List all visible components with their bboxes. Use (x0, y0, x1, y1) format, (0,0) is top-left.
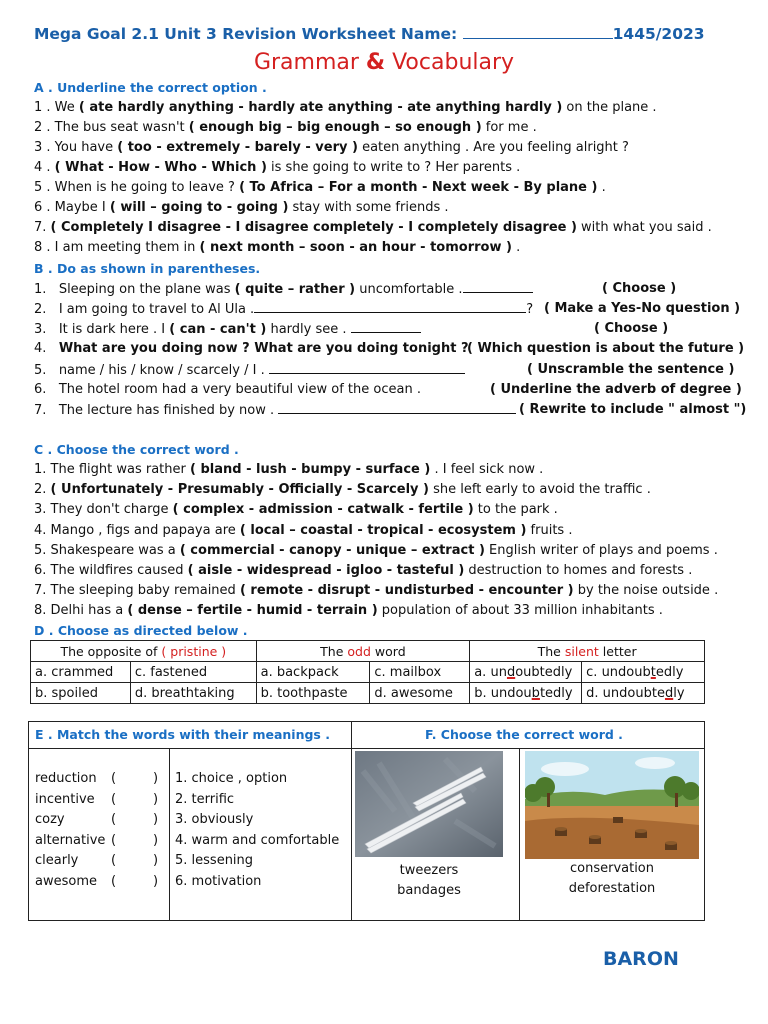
instruction: ( Rewrite to include " almost ") (519, 402, 747, 417)
section-b-item: 1. Sleeping on the plane was ( quite – rather ) uncomfortable . (34, 280, 533, 299)
name-blank[interactable] (463, 24, 613, 39)
option-cell[interactable]: c. undoubtedly (582, 662, 705, 683)
option-conservation[interactable]: conservation (569, 861, 655, 876)
option-cell[interactable]: a. undoubtedly (470, 662, 582, 683)
match-word-row[interactable]: awesome ( ) (35, 874, 159, 889)
section-c-heading: C . Choose the correct word . (34, 442, 239, 457)
section-a-item: 3 . You have ( too - extremely - barely - very ) eaten anything . Are you feeling alright ? (34, 140, 629, 155)
section-b-heading: B . Do as shown in parentheses. (34, 261, 261, 276)
section-a-item: 2 . The bus seat wasn't ( enough big – big enough – so enough ) for me . (34, 120, 537, 135)
option-group[interactable]: ( complex - admission - catwalk - fertile ) (172, 502, 474, 517)
option-group[interactable]: ( commercial - canopy - unique – extract ) (179, 543, 485, 558)
option-group[interactable]: ( What - How - Who - Which ) (54, 160, 267, 175)
meaning-item: 1. choice , option (175, 771, 288, 786)
option-group[interactable]: ( aisle - widespread - igloo - tasteful ) (187, 563, 465, 578)
header-silent-letter: The silent letter (470, 641, 705, 662)
instruction: ( Which question is about the future ) (467, 341, 745, 356)
instruction: ( Choose ) (594, 321, 669, 336)
section-c-item: 5. Shakespeare was a ( commercial - canopy - unique – extract ) English writer of plays and poems . (34, 543, 718, 558)
section-d-table (30, 640, 705, 704)
option-cell[interactable]: d. awesome (370, 683, 470, 704)
option-cell[interactable]: d. breathtaking (130, 683, 256, 704)
meaning-item: 5. lessening (175, 853, 254, 868)
option-cell[interactable]: b. toothpaste (256, 683, 370, 704)
option-group[interactable]: ( dense – fertile - humid - terrain ) (127, 603, 378, 618)
option-cell[interactable]: b. undoubtedly (470, 683, 582, 704)
section-b-item: 6. The hotel room had a very beautiful view of the ocean . (34, 382, 421, 397)
answer-blank[interactable] (254, 300, 526, 313)
section-b-item: 7. The lecture has finished by now . (34, 401, 516, 420)
section-a-item: 7. ( Completely I disagree - I disagree completely - I completely disagree ) with what you said . (34, 220, 712, 235)
meaning-item: 4. warm and comfortable (175, 833, 340, 848)
section-f-heading: F. Choose the correct word . (425, 727, 623, 742)
section-c-item: 8. Delhi has a ( dense – fertile - humid - terrain ) population of about 33 million inhabitants . (34, 603, 663, 618)
option-group[interactable]: ( Unfortunately - Presumably - Officially - Scarcely ) (50, 482, 429, 497)
option-group[interactable]: ( will – going to - going ) (109, 200, 289, 215)
section-c-item: 4. Mango , figs and papaya are ( local – coastal - tropical - ecosystem ) fruits . (34, 523, 573, 538)
answer-blank[interactable] (278, 401, 516, 414)
answer-blank[interactable] (351, 320, 421, 333)
page-title (0, 50, 768, 75)
match-word-row[interactable]: incentive ( ) (35, 792, 159, 807)
header-title: Mega Goal 2.1 Unit 3 Revision Worksheet Name: (34, 25, 458, 43)
header-opposite: The opposite of ( pristine ) (31, 641, 257, 662)
option-deforestation[interactable]: deforestation (568, 881, 656, 896)
section-c-item: 6. The wildfires caused ( aisle - widespread - igloo - tasteful ) destruction to homes and forests . (34, 563, 693, 578)
match-word-row[interactable]: cozy ( ) (35, 812, 159, 827)
section-c-item: 7. The sleeping baby remained ( remote - disrupt - undisturbed - encounter ) by the noise outside . (34, 583, 719, 598)
option-group[interactable]: ( enough big – big enough – so enough ) (188, 120, 482, 135)
deforestation-image (525, 751, 699, 859)
section-c-item: 3. They don't charge ( complex - admission - catwalk - fertile ) to the park . (34, 502, 558, 517)
section-a-heading: A . Underline the correct option . (34, 80, 267, 95)
option-group[interactable]: ( next month – soon - an hour - tomorrow ) (199, 240, 512, 255)
option-cell[interactable]: c. fastened (130, 662, 256, 683)
section-d-heading: D . Choose as directed below . (34, 623, 248, 638)
option-group[interactable]: ( too - extremely - barely - very ) (117, 140, 358, 155)
option-group[interactable]: ( bland - lush - bumpy - surface ) (190, 462, 431, 477)
section-a-item: 6 . Maybe I ( will – going to - going ) stay with some friends . (34, 200, 449, 215)
section-b-item: 4. What are you doing now ? What are you doing tonight ? (34, 341, 469, 356)
header-year: 1445/2023 (612, 25, 705, 43)
option-group[interactable]: ( remote - disrupt - undisturbed - encounter ) (239, 583, 574, 598)
option-group[interactable]: ( To Africa – For a month - Next week - By plane ) (239, 180, 598, 195)
option-cell[interactable]: c. mailbox (370, 662, 470, 683)
section-b-item: 3. It is dark here . I ( can - can't ) hardly see . (34, 320, 421, 339)
section-b-item: 5. name / his / know / scarcely / I . (34, 361, 465, 380)
match-word-row[interactable]: reduction ( ) (35, 771, 159, 786)
title-part2: Vocabulary (392, 50, 515, 75)
option-cell[interactable]: a. crammed (31, 662, 131, 683)
option-cell[interactable]: a. backpack (256, 662, 370, 683)
meaning-item: 2. terrific (175, 792, 235, 807)
header-odd-word: The odd word (256, 641, 470, 662)
match-word-row[interactable]: alternative ( ) (35, 833, 159, 848)
option-cell[interactable]: d. undoubtedly (582, 683, 705, 704)
option-bandages[interactable]: bandages (397, 883, 461, 898)
meaning-item: 6. motivation (175, 874, 262, 889)
section-a-item: 1 . We ( ate hardly anything - hardly ate anything - ate anything hardly ) on the plane . (34, 100, 657, 115)
worksheet-header (34, 24, 734, 43)
option-group[interactable]: ( Completely I disagree - I disagree completely - I completely disagree ) (50, 220, 577, 235)
instruction: ( Unscramble the sentence ) (527, 362, 735, 377)
section-c-item: 1. The flight was rather ( bland - lush - bumpy - surface ) . I feel sick now . (34, 462, 544, 477)
section-c-item: 2. ( Unfortunately - Presumably - Officially - Scarcely ) she left early to avoid the traffic . (34, 482, 651, 497)
section-a-item: 8 . I am meeting them in ( next month – soon - an hour - tomorrow ) . (34, 240, 521, 255)
instruction: ( Underline the adverb of degree ) (490, 382, 742, 397)
section-b-item: 2. I am going to travel to Al Ula . ? (34, 302, 534, 317)
title-amp: & (365, 50, 386, 75)
option-tweezers[interactable]: tweezers (399, 863, 459, 878)
answer-blank[interactable] (269, 361, 465, 374)
option-cell[interactable]: b. spoiled (31, 683, 131, 704)
option-group[interactable]: ( local – coastal - tropical - ecosystem ) (239, 523, 527, 538)
section-a-item: 4 . ( What - How - Who - Which ) is she going to write to ? Her parents . (34, 160, 521, 175)
instruction: ( Make a Yes-No question ) (544, 301, 741, 316)
option-group[interactable]: ( ate hardly anything - hardly ate anything - ate anything hardly ) (78, 100, 563, 115)
section-a-item: 5 . When is he going to leave ? ( To Africa – For a month - Next week - By plane ) . (34, 180, 606, 195)
section-e-heading: E . Match the words with their meanings . (35, 727, 330, 742)
brand-label: BARON (603, 948, 679, 970)
title-part1: Grammar (253, 50, 359, 75)
meaning-item: 3. obviously (175, 812, 254, 827)
tweezers-image (355, 751, 503, 857)
match-word-row[interactable]: clearly ( ) (35, 853, 159, 868)
instruction: ( Choose ) (602, 281, 677, 296)
sections-e-f-box (28, 721, 705, 921)
answer-blank[interactable] (463, 280, 533, 293)
